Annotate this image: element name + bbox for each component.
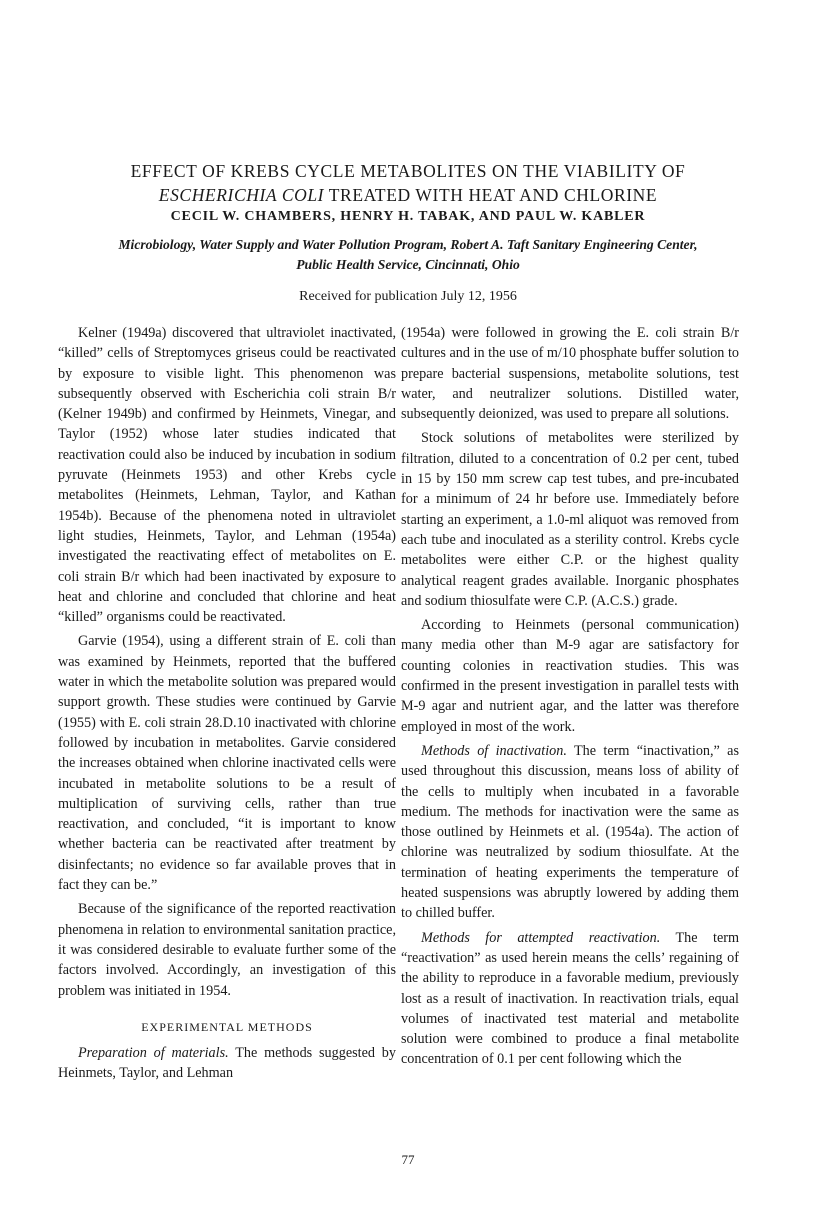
page-number: 77 xyxy=(401,1152,415,1167)
left-paragraph-3: Because of the significance of the reported reactivation phenomena in relation to environmental sanitation practice, it was considered desirable to evaluate further some of the factors involved. Accordingly, an investigation of this problem was initiated in 1954. xyxy=(58,901,396,999)
left-column xyxy=(58,323,396,1084)
received-date: Received for publication July 12, 1956 xyxy=(299,289,517,304)
article-authors: CECIL W. CHAMBERS, HENRY H. TABAK, AND PAUL W. KABLER xyxy=(170,209,646,224)
right-paragraph-3: According to Heinmets (personal communication) many media other than M-9 agar are satisfactory for counting colonies in reactivation studies. This was confirmed in the present investigation in parallel tests with M-9 agar and nutrient agar, and the latter was therefore employed in most of the work. xyxy=(401,617,739,735)
section-heading-experimental-methods: EXPERIMENTAL METHODS xyxy=(141,1019,313,1034)
left-paragraph-1: Kelner (1949a) discovered that ultraviolet inactivated, “killed” cells of Streptomyces griseus could be reactivated by exposure to visible light. This phenomenon was subsequently observed with Escherichia coli strain B/r (Kelner 1949b) and confirmed by Heinmets, Vinegar, and Taylor (1952) whose later studies indicated that reactivation could also be induced by incubation in sodium pyruvate (Heinmets 1953) and other Krebs cycle metabolites (Heinmets, Lehman, Taylor, and Kathan 1954b). Because of the phenomena noted in ultraviolet light studies, Heinmets, Taylor, and Lehman (1954a) investigated the reactivating effect of metabolites on E. coli strain B/r which had been inactivated by exposure to heat and chlorine and concluded that chlorine and heat “killed” organisms could be reactivated. xyxy=(58,325,396,626)
affiliation-line-2: Public Health Service, Cincinnati, Ohio xyxy=(296,257,520,272)
right-column xyxy=(401,323,739,1070)
right-paragraph-1: (1954a) were followed in growing the E. coli strain B/r cultures and in the use of m/10 phosphate buffer solution to prepare bacterial suspensions, metabolite solutions, test water, and neutralizer solutions. Distilled water, subsequently deionized, was used to prepare all solutions. xyxy=(401,325,739,423)
right-paragraph-5-text: The term “reactivation” as used herein means the cells’ regaining of the ability to reproduce in a favorable medium, previously lost as a result of inactivation. In reactivation trials, equal volumes of inactivated test material and metabolite solution were combined to produce a final metabolite concentration of 0.1 per cent following which the xyxy=(401,929,739,1068)
right-paragraph-2: Stock solutions of metabolites were sterilized by filtration, diluted to a concentration of 0.2 per cent, tubed in 15 by 150 mm screw cap test tubes, and pre-incubated for a minimum of 24 hr before use. Immediately before starting an experiment, a 1.0-ml aliquot was removed from each tube and inoculated as a sterility control. Krebs cycle metabolites were either C.P. or the highest quality analytical reagent grades available. Inorganic phosphates and sodium thiosulfate were C.P. (A.C.S.) grade. xyxy=(401,430,739,609)
runin-methods-for-attempted-reactivation: Methods for attempted reactivation. xyxy=(421,929,661,946)
left-paragraph-4-text: The methods suggested by Heinmets, Taylor, and Lehman xyxy=(58,1045,396,1082)
article-title-organism: ESCHERICHIA COLI xyxy=(158,185,325,205)
left-paragraph-4 xyxy=(58,1043,396,1084)
left-paragraph-2: Garvie (1954), using a different strain of E. coli than was examined by Heinmets, reported that the buffered water in which the metabolite solution was prepared would support growth. These studies were continued by Garvie (1955) with E. coli strain 28.D.10 inactivated with chlorine followed by incubation in metabolites. Garvie considered the increases obtained when chlorine inactivated cells were incubated in metabolite solutions to be a result of multiplication of surviving cells, rather than true reactivation, and concluded, “it is important to know whether bacteria can be reactivated after treatment by disinfectants; no evidence so far available proves that in fact they can be.” xyxy=(58,633,396,894)
article-title-line-1: EFFECT OF KREBS CYCLE METABOLITES ON THE VIABILITY OF xyxy=(130,161,686,181)
article-title-line-2-rest: TREATED WITH HEAT AND CHLORINE xyxy=(324,185,658,205)
runin-preparation-of-materials: Preparation of materials. xyxy=(78,1045,229,1062)
runin-methods-of-inactivation: Methods of inactivation. xyxy=(421,742,567,759)
affiliation-line-1: Microbiology, Water Supply and Water Pollution Program, Robert A. Taft Sanitary Engineering Center, xyxy=(118,237,698,252)
article-title-line-2 xyxy=(60,183,756,207)
right-paragraph-4-text: The term “inactivation,” as used throughout this discussion, means loss of ability of the cells to multiply when incubated in a favorable medium. The methods for inactivation were the same as those outlined by Heinmets et al. (1954a). The action of chlorine was neutralized by sodium thiosulfate. At the termination of heating experiments the temperature of heated suspensions was abruptly lowered by adding them to chilled buffer. xyxy=(401,742,740,922)
right-paragraph-5 xyxy=(401,928,739,1070)
article-affiliation xyxy=(60,235,756,275)
right-paragraph-4 xyxy=(401,741,739,924)
